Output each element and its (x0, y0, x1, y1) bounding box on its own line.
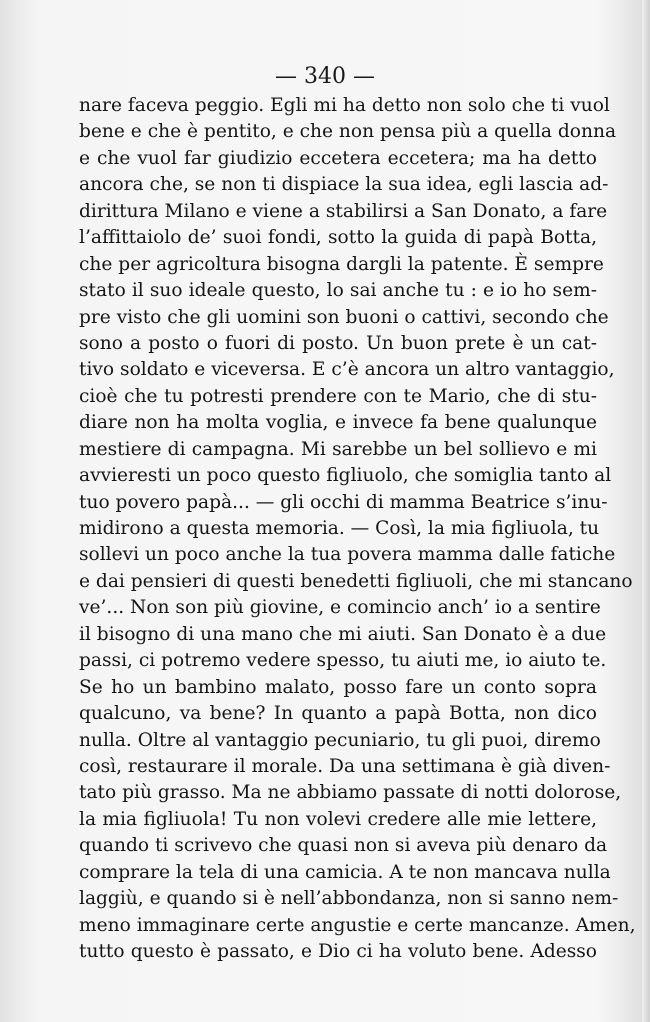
text-line: il bisogno di una mano che mi aiuti. San Donato è a due (79, 623, 607, 645)
text-line: meno immaginare certe angustie e certe mancanze. Amen, (79, 914, 636, 936)
text-line: dirittura Milano e viene a stabilirsi a San Donato, a fare (79, 200, 608, 222)
text-line: avvieresti un poco questo figliuolo, che somiglia tanto al (79, 465, 612, 487)
text-line: quando ti scrivevo che quasi non si aveva più denaro da (79, 835, 608, 857)
text-line: sono a posto o fuori di posto. Un buon prete è un cat- (79, 332, 597, 354)
text-line: nulla. Oltre al vantaggio pecuniario, tu gli puoi, diremo (79, 729, 601, 751)
text-line: ancora che, se non ti dispiace la sua idea, egli lascia ad- (79, 174, 609, 196)
text-line: tivo soldato e viceversa. E c’è ancora un altro vantaggio, (79, 359, 615, 381)
text-line: laggiù, e quando si è nell’abbondanza, non si sanno nem- (79, 888, 619, 910)
text-line: nare faceva peggio. Egli mi ha detto non solo che ti vuol (79, 95, 610, 116)
text-line: l’affittaiolo de’ suoi fondi, sotto la guida di papà Botta, (79, 227, 597, 249)
text-line: così, restaurare il morale. Da una settimana è già diven- (79, 755, 611, 777)
body-text (79, 93, 636, 965)
text-line: tato più grasso. Ma ne abbiamo passate di notti dolorose, (79, 782, 622, 804)
text-line: ve’... Non son più giovine, e comincio anch’ io a sentire (79, 597, 601, 619)
text-line: tuo povero papà... — gli occhi di mamma Beatrice s’inu- (79, 491, 608, 513)
text-line: bene e che è pentito, e che non pensa più a quella donna (79, 121, 617, 143)
text-line: la mia figliuola! Tu non volevi credere alle mie lettere, (79, 808, 597, 830)
page-number: — 340 — (275, 64, 375, 89)
text-line: qualcuno, va bene? In quanto a papà Botta, non dico (79, 703, 597, 725)
text-line: midirono a questa memoria. — Così, la mia figliuola, tu (79, 518, 600, 539)
page-edge-shadow (642, 0, 650, 1022)
text-line: tutto questo è passato, e Dio ci ha voluto bene. Adesso (79, 941, 597, 962)
text-line: e dai pensieri di questi benedetti figliuoli, che mi stancano (79, 570, 633, 592)
text-line: stato il suo ideale questo, lo sai anche tu : e io ho sem- (79, 280, 597, 302)
text-line: sollevi un poco anche la tua povera mamma dalle fatiche (79, 544, 616, 566)
text-line: e che vuol far giudizio eccetera eccetera; ma ha detto (79, 147, 597, 169)
text-line: passi, ci potremo vedere spesso, tu aiuti me, io aiuto te. (79, 650, 607, 672)
text-line: pre visto che gli uomini son buoni o cattivi, secondo che (79, 306, 609, 328)
text-line: cioè che tu potresti prendere con te Mario, che di stu- (79, 385, 597, 407)
text-line: Se ho un bambino malato, posso fare un conto sopra (79, 676, 597, 698)
text-line: mestiere di campagna. Mi sarebbe un bel sollievo e mi (79, 438, 597, 460)
text-line: comprare la tela di una camicia. A te non mancava nulla (79, 861, 611, 883)
text-line: che per agricoltura bisogna dargli la patente. È sempre (79, 253, 604, 275)
text-line: diare non ha molta voglia, e invece fa bene qualunque (79, 412, 597, 434)
